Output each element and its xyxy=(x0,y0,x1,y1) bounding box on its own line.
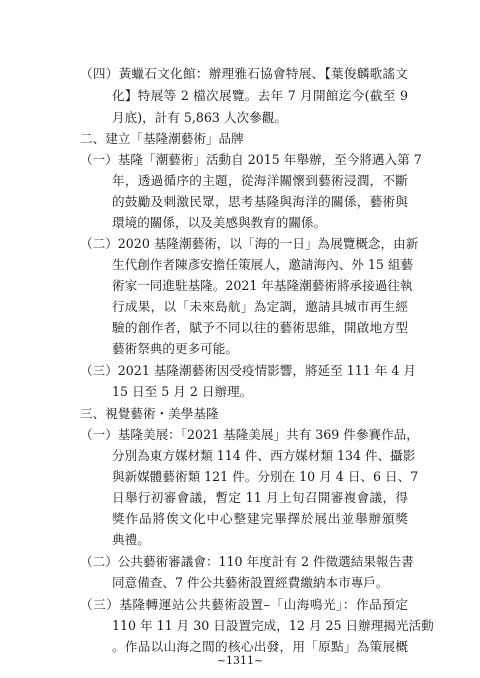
text-line: 環境的關係，以及美感與教育的關係。 xyxy=(112,215,327,230)
text-line: 行成果，以「未來島航」為定調，邀請具城市再生經 xyxy=(112,299,408,314)
text-line: 二、建立「基隆潮藝術」品牌 xyxy=(80,131,244,146)
text-line: 典禮。 xyxy=(112,532,150,547)
text-line: 同意備查、7 件公共藝術設置經費繳納本市專戶。 xyxy=(112,575,389,590)
text-line: 驗的創作者，賦予不同以往的藝術思維，開啟地方型 xyxy=(112,320,408,335)
text-line: （二）2020 基隆潮藝術，以「海的一日」為展覽概念，由新 xyxy=(80,236,419,251)
text-line: 化】特展等 2 檔次展覽。去年 7 月開館迄今(截至 9 xyxy=(112,88,408,103)
page-number: ~1311~ xyxy=(216,654,264,667)
text-line: （二）公共藝術審議會：110 年度計有 2 件徵選結果報告書 xyxy=(80,554,414,569)
text-line: 日舉行初審會議，暫定 11 月上旬召開審複會議，得 xyxy=(112,490,408,505)
text-line: 與新媒體藝術類 121 件。分別在 10 月 4 日、6 日、7 xyxy=(112,469,419,484)
text-line: 分別為東方媒材類 114 件、西方媒材類 134 件、攝影 xyxy=(112,448,416,463)
text-line: 的鼓勵及刺激民眾，思考基隆與海洋的關係，藝術與 xyxy=(112,194,408,209)
text-line: （一）基隆美展：「2021 基隆美展」共有 369 件參賽作品， xyxy=(80,427,419,442)
text-line: （四）黃蠟石文化館：辦理雅石協會特展、【葉俊麟歌謠文 xyxy=(80,66,408,81)
text-line: 110 年 11 月 30 日設置完成，12 月 25 日辦理揭光活動 xyxy=(112,618,434,633)
text-line: （三）2021 基隆潮藝術因受疫情影響，將延至 111 年 4 月 xyxy=(80,363,416,378)
text-line: 三、視覺藝術・美學基隆 xyxy=(80,406,219,421)
text-line: 術家一同進駐基隆。2021 年基隆潮藝術將承接過往執 xyxy=(112,278,413,293)
text-line: 獎作品將俟文化中心整建完畢擇於展出並舉辦頒獎 xyxy=(112,511,408,526)
text-line: （三）基隆轉運站公共藝術設置–「山海鳴光」：作品預定 xyxy=(80,597,408,612)
text-line: 年，透過循序的主題，從海洋關懷到藝術浸潤，不斷 xyxy=(112,173,408,188)
text-line: 15 日至 5 月 2 日辦理。 xyxy=(112,384,253,399)
text-line: 月底)，計有 5,863 人次參觀。 xyxy=(112,110,287,125)
text-line: （一）基隆「潮藝術」活動自 2015 年舉辦，至今將邁入第 7 xyxy=(80,152,422,167)
text-line: 藝術祭典的更多可能。 xyxy=(112,341,238,356)
text-line: 。作品以山海之間的核心出發，用「原點」為策展概 xyxy=(112,639,408,654)
text-line: 生代創作者陳彥安擔任策展人，邀請海內、外 15 組藝 xyxy=(112,257,414,272)
